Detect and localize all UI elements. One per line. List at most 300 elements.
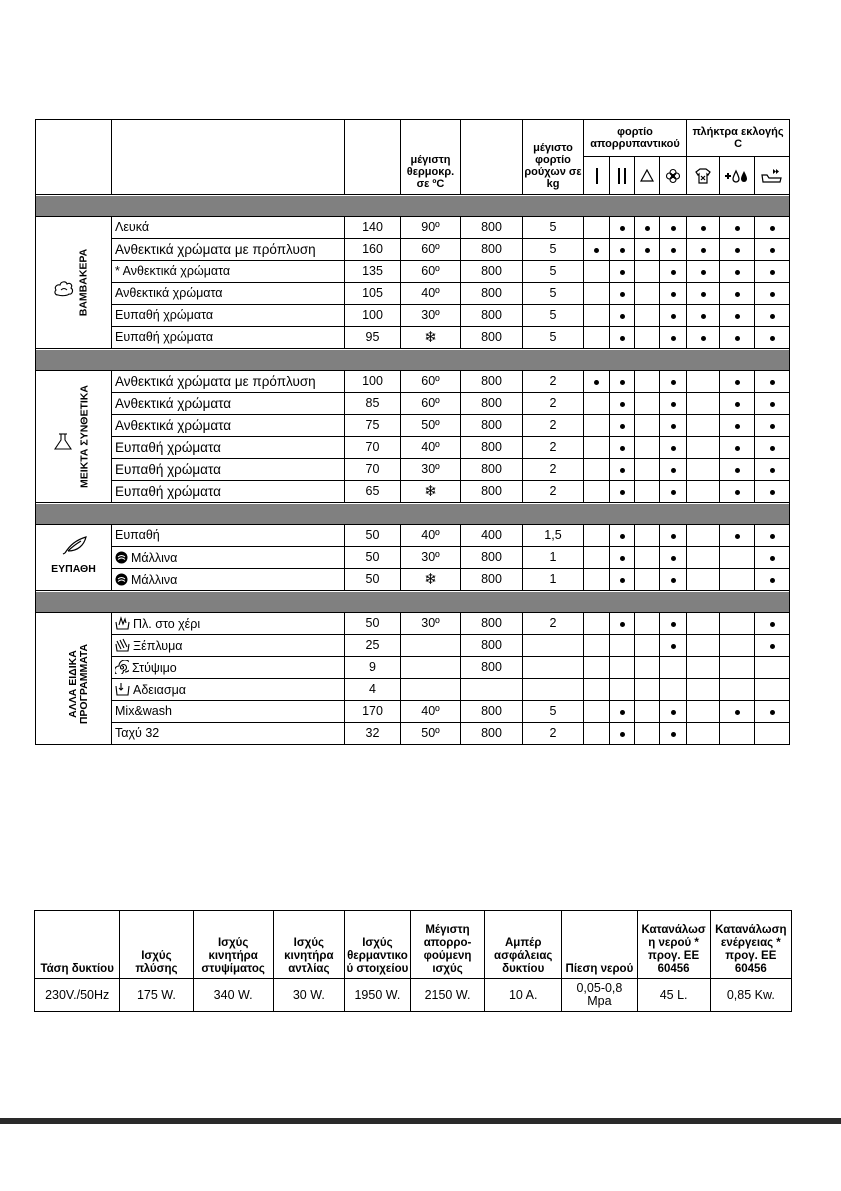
mark-cell bbox=[660, 437, 687, 459]
dot-icon bbox=[735, 336, 740, 341]
mark-cell bbox=[610, 701, 635, 723]
dot-icon bbox=[671, 732, 676, 737]
dot-icon bbox=[770, 490, 775, 495]
header-options-group: πλήκτρα εκλογής C bbox=[687, 120, 790, 157]
program-temp bbox=[401, 635, 461, 657]
program-name: Mix&wash bbox=[115, 704, 172, 718]
program-temp bbox=[401, 371, 461, 393]
dot-icon bbox=[620, 292, 625, 297]
program-load bbox=[523, 547, 584, 569]
program-row bbox=[36, 217, 790, 239]
mark-cell bbox=[610, 371, 635, 393]
program-temp-value: 30º bbox=[421, 550, 440, 564]
dot-icon bbox=[671, 292, 676, 297]
spin-icon bbox=[115, 660, 129, 674]
program-temp-value: 50º bbox=[421, 726, 440, 740]
program-spin bbox=[461, 481, 523, 503]
program-time-value: 4 bbox=[369, 682, 376, 696]
mark-cell bbox=[660, 327, 687, 349]
program-row bbox=[36, 525, 790, 547]
program-temp bbox=[401, 547, 461, 569]
dot-icon bbox=[770, 248, 775, 253]
mark-cell bbox=[584, 283, 610, 305]
mark-cell bbox=[610, 437, 635, 459]
mark-cell bbox=[755, 371, 790, 393]
mark-cell bbox=[610, 239, 635, 261]
spec-header: Αμπέρ ασφάλειας δυκτίου bbox=[485, 911, 562, 979]
dot-icon bbox=[735, 534, 740, 539]
program-name-cell bbox=[112, 481, 345, 503]
spec-header: Κατανάλωση ενέργειας * προγ. ΕΕ 60456 bbox=[710, 911, 791, 979]
dot-icon bbox=[671, 622, 676, 627]
mark-cell bbox=[635, 569, 660, 591]
mark-cell bbox=[720, 569, 755, 591]
spec-header: Ισχύς κινητήρα στυψίματος bbox=[193, 911, 273, 979]
mark-cell bbox=[584, 635, 610, 657]
program-spin bbox=[461, 613, 523, 635]
dot-icon bbox=[770, 644, 775, 649]
program-name: Πλ. στο χέρι bbox=[133, 617, 201, 631]
mark-cell bbox=[755, 283, 790, 305]
cold-snowflake-icon: ❄ bbox=[424, 571, 437, 588]
mark-cell bbox=[687, 657, 720, 679]
program-name: Αδειασμα bbox=[133, 683, 187, 697]
program-spin bbox=[461, 547, 523, 569]
spec-value: 230V./50Hz bbox=[35, 979, 120, 1012]
mark-cell bbox=[660, 547, 687, 569]
header-empty-spin bbox=[461, 120, 523, 195]
dot-icon bbox=[770, 380, 775, 385]
mark-cell bbox=[660, 657, 687, 679]
program-time-value: 140 bbox=[362, 220, 383, 234]
program-load-value: 1 bbox=[549, 572, 557, 586]
mark-cell bbox=[720, 239, 755, 261]
program-load-value: 5 bbox=[549, 704, 557, 718]
mark-cell bbox=[660, 481, 687, 503]
dot-icon bbox=[620, 556, 625, 561]
program-name: Ανθεκτικά χρώματα bbox=[115, 286, 223, 300]
mark-cell bbox=[610, 415, 635, 437]
program-spin-value: 800 bbox=[481, 638, 502, 652]
category-label: ΜΕΙΚΤΑ ΣΥΝΘΕΤΙΚΑ bbox=[78, 384, 91, 488]
program-row bbox=[36, 393, 790, 415]
program-name-cell bbox=[112, 525, 345, 547]
program-load bbox=[523, 613, 584, 635]
dot-icon bbox=[620, 534, 625, 539]
mark-cell bbox=[755, 327, 790, 349]
program-spin bbox=[461, 371, 523, 393]
dot-icon bbox=[620, 270, 625, 275]
program-name-cell bbox=[112, 635, 345, 657]
program-row bbox=[36, 459, 790, 481]
mark-cell bbox=[687, 569, 720, 591]
mark-cell bbox=[660, 305, 687, 327]
specifications-table bbox=[34, 910, 792, 1012]
dot-icon bbox=[594, 380, 599, 385]
program-temp-value: 30º bbox=[421, 462, 440, 476]
program-row bbox=[36, 415, 790, 437]
program-spin bbox=[461, 239, 523, 261]
mark-cell bbox=[755, 437, 790, 459]
mark-cell bbox=[660, 701, 687, 723]
mark-cell bbox=[660, 459, 687, 481]
program-load-value: 5 bbox=[549, 220, 557, 234]
mark-cell bbox=[755, 459, 790, 481]
dot-icon bbox=[735, 468, 740, 473]
program-time bbox=[345, 239, 401, 261]
header-max-temp: μέγιστη θερμοκρ. σε ºC bbox=[401, 120, 461, 195]
dot-icon bbox=[735, 490, 740, 495]
program-temp-value: 40º bbox=[421, 286, 440, 300]
category-cell bbox=[36, 613, 112, 745]
mark-cell bbox=[635, 635, 660, 657]
section-separator bbox=[36, 503, 790, 525]
mark-cell bbox=[720, 481, 755, 503]
mark-cell bbox=[584, 525, 610, 547]
program-load-value: 2 bbox=[549, 396, 557, 410]
program-row bbox=[36, 635, 790, 657]
mark-cell bbox=[610, 613, 635, 635]
dot-icon bbox=[671, 468, 676, 473]
program-spin bbox=[461, 459, 523, 481]
mark-cell bbox=[635, 261, 660, 283]
mark-cell bbox=[687, 635, 720, 657]
program-name: Μάλλινα bbox=[131, 550, 178, 565]
mark-cell bbox=[584, 217, 610, 239]
category-label: ΕΥΠΑΘΗ bbox=[51, 563, 96, 575]
program-name-cell bbox=[112, 437, 345, 459]
program-spin-value: 800 bbox=[481, 220, 502, 234]
mark-cell bbox=[584, 613, 610, 635]
program-spin-value: 800 bbox=[481, 484, 502, 498]
program-row bbox=[36, 327, 790, 349]
program-time bbox=[345, 327, 401, 349]
program-name-cell bbox=[112, 547, 345, 569]
spec-header: Τάση δυκτίου bbox=[35, 911, 120, 979]
mark-cell bbox=[610, 635, 635, 657]
program-time-value: 105 bbox=[362, 286, 383, 300]
program-name-cell bbox=[112, 415, 345, 437]
program-load bbox=[523, 723, 584, 745]
program-time bbox=[345, 371, 401, 393]
dot-icon bbox=[620, 490, 625, 495]
program-load bbox=[523, 657, 584, 679]
program-time-value: 85 bbox=[365, 396, 380, 410]
mark-cell bbox=[720, 701, 755, 723]
mark-cell bbox=[720, 613, 755, 635]
mark-cell bbox=[584, 239, 610, 261]
program-name: Ταχύ 32 bbox=[115, 726, 160, 740]
header-empty-name bbox=[112, 120, 345, 195]
footer-bar bbox=[0, 1118, 841, 1124]
mark-cell bbox=[610, 547, 635, 569]
mark-cell bbox=[720, 217, 755, 239]
mark-cell bbox=[687, 701, 720, 723]
mark-cell bbox=[610, 327, 635, 349]
mark-cell bbox=[720, 459, 755, 481]
program-time bbox=[345, 657, 401, 679]
dot-icon bbox=[671, 710, 676, 715]
program-load-value: 2 bbox=[549, 418, 557, 432]
mark-cell bbox=[687, 371, 720, 393]
program-row bbox=[36, 371, 790, 393]
program-spin bbox=[461, 657, 523, 679]
dot-icon bbox=[701, 314, 706, 319]
program-spin-value: 800 bbox=[481, 550, 502, 564]
mark-cell bbox=[584, 371, 610, 393]
program-temp bbox=[401, 283, 461, 305]
dot-icon bbox=[671, 534, 676, 539]
program-time bbox=[345, 393, 401, 415]
dot-icon bbox=[770, 534, 775, 539]
dot-icon bbox=[770, 226, 775, 231]
mark-cell bbox=[755, 481, 790, 503]
mark-cell bbox=[660, 371, 687, 393]
feather-icon bbox=[62, 535, 88, 555]
mark-cell bbox=[660, 415, 687, 437]
program-load-value: 1 bbox=[549, 550, 557, 564]
rinse-icon bbox=[115, 638, 130, 652]
program-load bbox=[523, 481, 584, 503]
spec-value: 45 L. bbox=[637, 979, 710, 1012]
program-spin-value: 800 bbox=[481, 308, 502, 322]
program-temp bbox=[401, 393, 461, 415]
program-temp bbox=[401, 525, 461, 547]
dot-icon bbox=[770, 270, 775, 275]
program-load-value: 2 bbox=[549, 616, 557, 630]
dot-icon bbox=[671, 556, 676, 561]
mark-cell bbox=[610, 217, 635, 239]
program-temp bbox=[401, 679, 461, 701]
dot-icon bbox=[735, 710, 740, 715]
category-label: ΑΛΛΑ ΕΙΔΙΚΑ ΠΡΟΓΡΑΜΜΑΤΑ bbox=[67, 643, 90, 724]
program-time bbox=[345, 635, 401, 657]
drain-icon bbox=[115, 682, 130, 696]
program-row bbox=[36, 283, 790, 305]
mark-cell bbox=[635, 239, 660, 261]
mark-cell bbox=[720, 679, 755, 701]
mark-cell bbox=[755, 393, 790, 415]
mark-cell bbox=[584, 261, 610, 283]
spec-header: Ισχύς κινητήρα αντλίας bbox=[273, 911, 344, 979]
detergent-col-prewash-icon bbox=[584, 157, 610, 195]
program-spin bbox=[461, 261, 523, 283]
program-load bbox=[523, 635, 584, 657]
program-row bbox=[36, 481, 790, 503]
program-spin-value: 800 bbox=[481, 660, 502, 674]
mark-cell bbox=[687, 437, 720, 459]
program-name-cell bbox=[112, 283, 345, 305]
program-time-value: 50 bbox=[365, 528, 380, 542]
mark-cell bbox=[720, 305, 755, 327]
program-row bbox=[36, 613, 790, 635]
dot-icon bbox=[671, 402, 676, 407]
dot-icon bbox=[735, 292, 740, 297]
mark-cell bbox=[720, 283, 755, 305]
flask-icon bbox=[54, 433, 72, 451]
mark-cell bbox=[755, 415, 790, 437]
mark-cell bbox=[610, 657, 635, 679]
program-time-value: 170 bbox=[362, 704, 383, 718]
spec-value: 2150 W. bbox=[410, 979, 484, 1012]
category-cell bbox=[36, 525, 112, 591]
dot-icon bbox=[735, 314, 740, 319]
mark-cell bbox=[610, 525, 635, 547]
mark-cell bbox=[610, 305, 635, 327]
program-name-cell bbox=[112, 657, 345, 679]
spec-value: 175 W. bbox=[120, 979, 193, 1012]
program-spin-value: 800 bbox=[481, 616, 502, 630]
program-time bbox=[345, 723, 401, 745]
mark-cell bbox=[720, 327, 755, 349]
program-load bbox=[523, 437, 584, 459]
program-load bbox=[523, 459, 584, 481]
program-temp bbox=[401, 217, 461, 239]
mark-cell bbox=[660, 217, 687, 239]
program-load bbox=[523, 569, 584, 591]
dot-icon bbox=[735, 424, 740, 429]
dot-icon bbox=[671, 248, 676, 253]
dot-icon bbox=[735, 248, 740, 253]
program-spin-value: 800 bbox=[481, 726, 502, 740]
program-spin bbox=[461, 415, 523, 437]
dot-icon bbox=[671, 270, 676, 275]
dot-icon bbox=[770, 622, 775, 627]
dot-icon bbox=[620, 710, 625, 715]
mark-cell bbox=[720, 525, 755, 547]
dot-icon bbox=[620, 380, 625, 385]
dot-icon bbox=[620, 468, 625, 473]
dot-icon bbox=[671, 490, 676, 495]
mark-cell bbox=[755, 679, 790, 701]
dot-icon bbox=[671, 226, 676, 231]
dot-icon bbox=[620, 402, 625, 407]
program-load bbox=[523, 261, 584, 283]
program-load bbox=[523, 525, 584, 547]
program-load bbox=[523, 239, 584, 261]
mark-cell bbox=[660, 679, 687, 701]
program-name-cell bbox=[112, 679, 345, 701]
mark-cell bbox=[755, 723, 790, 745]
program-name: Ευπαθή χρώματα bbox=[115, 440, 221, 455]
dot-icon bbox=[620, 622, 625, 627]
dot-icon bbox=[770, 292, 775, 297]
mark-cell bbox=[687, 547, 720, 569]
dot-icon bbox=[620, 314, 625, 319]
program-load-value: 1,5 bbox=[544, 528, 562, 542]
mark-cell bbox=[635, 327, 660, 349]
mark-cell bbox=[687, 239, 720, 261]
mark-cell bbox=[635, 459, 660, 481]
program-time bbox=[345, 437, 401, 459]
program-name: Μάλλινα bbox=[131, 572, 178, 587]
handwash-icon bbox=[115, 616, 130, 630]
program-temp bbox=[401, 481, 461, 503]
mark-cell bbox=[635, 525, 660, 547]
mark-cell bbox=[660, 723, 687, 745]
program-row bbox=[36, 305, 790, 327]
program-name: Ανθεκτικά χρώματα με πρόπλυση bbox=[115, 242, 316, 257]
mark-cell bbox=[635, 217, 660, 239]
mark-cell bbox=[687, 261, 720, 283]
mark-cell bbox=[660, 525, 687, 547]
program-row bbox=[36, 547, 790, 569]
program-name-cell bbox=[112, 459, 345, 481]
dot-icon bbox=[620, 226, 625, 231]
section-separator bbox=[36, 195, 790, 217]
program-time bbox=[345, 261, 401, 283]
program-spin-value: 400 bbox=[481, 528, 502, 542]
program-load bbox=[523, 305, 584, 327]
mark-cell bbox=[610, 679, 635, 701]
mark-cell bbox=[720, 437, 755, 459]
program-load-value: 2 bbox=[549, 374, 557, 388]
dot-icon bbox=[735, 402, 740, 407]
program-name-cell bbox=[112, 217, 345, 239]
mark-cell bbox=[755, 569, 790, 591]
dot-icon bbox=[701, 270, 706, 275]
program-load bbox=[523, 679, 584, 701]
program-name-cell bbox=[112, 393, 345, 415]
option-col-shirt-icon bbox=[687, 157, 720, 195]
mark-cell bbox=[635, 283, 660, 305]
mark-cell bbox=[584, 327, 610, 349]
mark-cell bbox=[610, 723, 635, 745]
mark-cell bbox=[635, 393, 660, 415]
program-load-value: 5 bbox=[549, 308, 557, 322]
mark-cell bbox=[610, 283, 635, 305]
separator-line bbox=[36, 195, 790, 217]
mark-cell bbox=[687, 613, 720, 635]
program-temp-value: 60º bbox=[421, 242, 440, 256]
program-time-value: 9 bbox=[369, 660, 376, 674]
mark-cell bbox=[720, 393, 755, 415]
mark-cell bbox=[687, 525, 720, 547]
program-name-cell bbox=[112, 723, 345, 745]
program-time-value: 50 bbox=[365, 572, 380, 586]
dot-icon bbox=[671, 424, 676, 429]
program-name: Ανθεκτικά χρώματα με πρόπλυση bbox=[115, 374, 316, 389]
dot-icon bbox=[620, 578, 625, 583]
dot-icon bbox=[770, 424, 775, 429]
program-spin bbox=[461, 569, 523, 591]
program-load-value: 5 bbox=[549, 242, 557, 256]
dot-icon bbox=[671, 336, 676, 341]
program-name-cell bbox=[112, 327, 345, 349]
program-name: Λευκά bbox=[115, 220, 150, 234]
mark-cell bbox=[584, 569, 610, 591]
program-time-value: 50 bbox=[365, 616, 380, 630]
dot-icon bbox=[770, 336, 775, 341]
program-time bbox=[345, 525, 401, 547]
program-time-value: 25 bbox=[365, 638, 380, 652]
dot-icon bbox=[770, 556, 775, 561]
program-name-cell bbox=[112, 239, 345, 261]
dot-icon bbox=[671, 380, 676, 385]
mark-cell bbox=[635, 723, 660, 745]
program-load bbox=[523, 371, 584, 393]
program-row bbox=[36, 701, 790, 723]
mark-cell bbox=[584, 701, 610, 723]
mark-cell bbox=[687, 723, 720, 745]
header-max-load: μέγιστο φορτίο ρούχων σε kg bbox=[523, 120, 584, 195]
program-time-value: 70 bbox=[365, 462, 380, 476]
mark-cell bbox=[720, 371, 755, 393]
program-time bbox=[345, 459, 401, 481]
spec-header: Πίεση νερού bbox=[562, 911, 637, 979]
program-load bbox=[523, 415, 584, 437]
dot-icon bbox=[770, 314, 775, 319]
